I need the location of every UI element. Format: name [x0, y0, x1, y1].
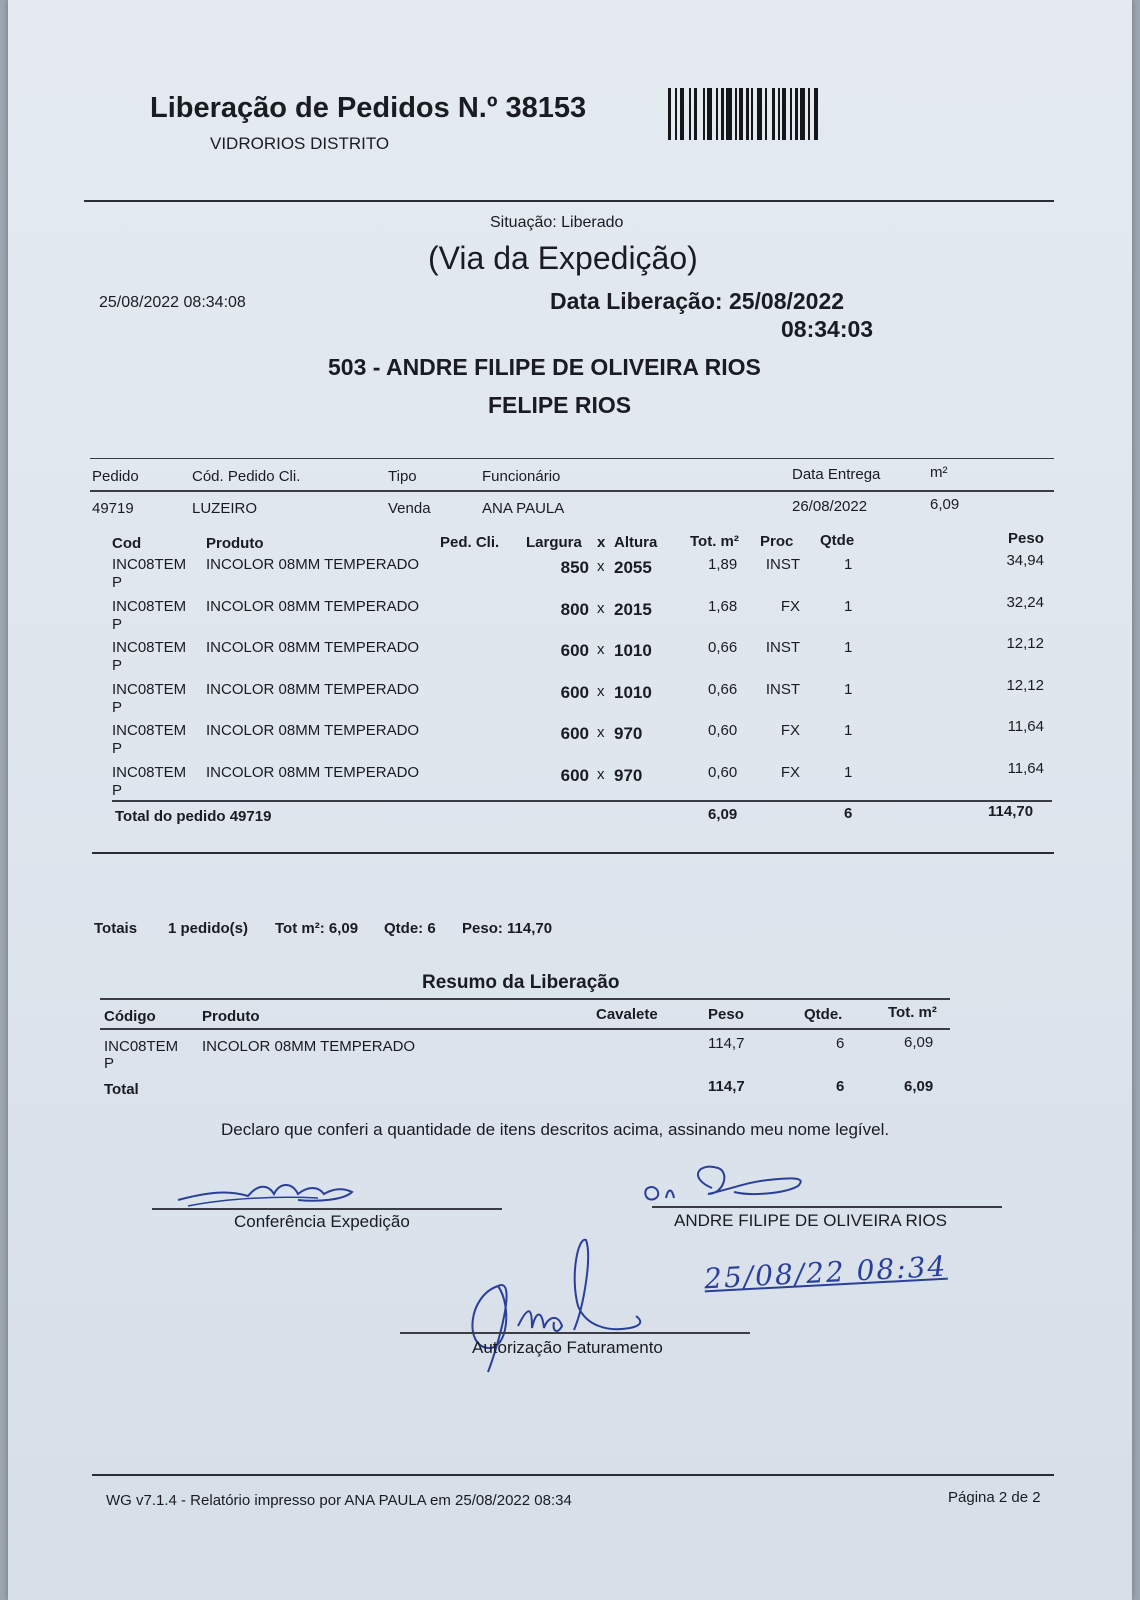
company-name: VIDRORIOS DISTRITO	[210, 134, 390, 153]
item-proc: FX	[780, 597, 800, 615]
item-qtde: 1	[844, 722, 853, 739]
col-pedido: Pedido	[92, 468, 139, 485]
item-qtde: 1	[844, 639, 853, 656]
summary-row-produto: INCOLOR 08MM TEMPERADO	[202, 1038, 416, 1055]
item-cod: INC08TEM	[112, 680, 187, 698]
item-cod: INC08TEM	[112, 556, 187, 573]
item-largura: 600	[560, 641, 589, 660]
release-time: 08:34:03	[781, 316, 874, 342]
summary-total-peso: 114,7	[708, 1078, 745, 1095]
totals-label: Totais	[94, 920, 138, 937]
header-divider	[84, 200, 1054, 202]
item-altura: 2015	[614, 599, 652, 619]
order-employee: ANA PAULA	[482, 500, 565, 517]
document-page	[8, 0, 1132, 1600]
summary-header-rule	[100, 1028, 950, 1030]
item-cod-cont: P	[112, 781, 123, 799]
order-number: 49719	[92, 500, 134, 517]
order-header-bottom-rule	[90, 490, 1054, 492]
col-funcionario: Funcionário	[482, 468, 561, 485]
item-tot-m2: 1,89	[708, 556, 738, 573]
item-proc: FX	[780, 722, 800, 739]
item-proc: INST	[765, 680, 800, 698]
order-total-label: Total do pedido 49719	[115, 808, 272, 825]
summary-row-peso: 114,7	[708, 1035, 745, 1052]
status-text: Situação: Liberado	[490, 214, 624, 231]
item-x: x	[597, 599, 605, 617]
item-cod: INC08TEM	[112, 763, 187, 781]
item-produto: INCOLOR 08MM TEMPERADO	[206, 639, 420, 656]
summary-col-tot-m2: Tot. m²	[888, 1004, 937, 1021]
summary-row-codigo: INC08TEM	[104, 1038, 179, 1055]
item-cod: INC08TEM	[112, 597, 187, 615]
item-tot-m2: 0,60	[708, 722, 738, 739]
item-peso: 34,94	[1006, 552, 1044, 569]
item-x: x	[597, 765, 605, 783]
item-peso: 11,64	[1007, 759, 1044, 777]
item-cod-cont: P	[112, 615, 123, 633]
item-cod-cont: P	[112, 698, 123, 716]
order-total-qtde: 6	[844, 805, 853, 822]
footer-rule	[92, 1474, 1054, 1476]
item-altura: 970	[614, 765, 643, 785]
item-proc: FX	[780, 763, 800, 781]
item-altura: 2055	[614, 558, 652, 577]
item-proc: INST	[765, 556, 800, 573]
item-cod: INC08TEM	[112, 639, 187, 656]
signature-line-left	[152, 1208, 502, 1210]
order-m2: 6,09	[930, 496, 960, 513]
item-tot-m2: 0,66	[708, 680, 738, 698]
col-tipo: Tipo	[388, 468, 417, 485]
items-col-largura: Largura	[526, 534, 582, 551]
item-produto: INCOLOR 08MM TEMPERADO	[206, 680, 420, 698]
item-x: x	[597, 641, 605, 658]
order-header-top-rule	[90, 458, 1054, 459]
client-name: 503 - ANDRE FILIPE DE OLIVEIRA RIOS	[328, 354, 761, 380]
item-altura: 970	[614, 724, 643, 743]
item-x: x	[597, 682, 605, 700]
summary-col-peso: Peso	[708, 1006, 744, 1023]
items-end-rule	[92, 852, 1054, 854]
order-client-code: LUZEIRO	[192, 500, 258, 517]
item-produto: INCOLOR 08MM TEMPERADO	[206, 763, 420, 781]
item-proc: INST	[765, 639, 800, 656]
item-peso: 12,12	[1006, 635, 1044, 652]
summary-col-produto: Produto	[202, 1008, 260, 1025]
totals-pedidos: 1 pedido(s)	[168, 920, 249, 937]
totals-qtde: Qtde: 6	[384, 920, 436, 937]
item-largura: 850	[560, 558, 589, 577]
summary-row-qtde: 6	[836, 1035, 845, 1052]
item-largura: 600	[560, 724, 589, 743]
col-m2: m²	[930, 464, 948, 481]
summary-col-qtde: Qtde.	[804, 1006, 843, 1023]
item-tot-m2: 0,60	[708, 763, 738, 781]
items-col-produto: Produto	[206, 535, 264, 552]
item-produto: INCOLOR 08MM TEMPERADO	[206, 597, 420, 615]
item-peso: 32,24	[1006, 593, 1044, 611]
items-col-tot-m2: Tot. m²	[690, 533, 739, 550]
release-date: Data Liberação: 25/08/2022	[550, 288, 845, 314]
page-number: Página 2 de 2	[948, 1489, 1041, 1506]
summary-title: Resumo da Liberação	[422, 972, 620, 993]
item-cod-cont: P	[112, 574, 123, 591]
client-nickname: FELIPE RIOS	[488, 392, 632, 418]
item-x: x	[597, 558, 605, 575]
via-label: (Via da Expedição)	[428, 240, 698, 276]
summary-col-cavalete: Cavalete	[596, 1006, 658, 1023]
items-col-ped-cli: Ped. Cli.	[440, 534, 500, 551]
order-total-peso: 114,70	[988, 803, 1034, 820]
signature-line-center	[400, 1332, 750, 1334]
totals-m2: Tot m²: 6,09	[275, 920, 359, 937]
items-col-cod: Cod	[112, 535, 142, 552]
declaration-text: Declaro que conferi a quantidade de itens descritos acima, assinando meu nome legível.	[221, 1120, 890, 1139]
item-largura: 800	[560, 599, 589, 619]
items-col-altura: Altura	[614, 534, 658, 551]
item-qtde: 1	[844, 597, 853, 615]
item-produto: INCOLOR 08MM TEMPERADO	[206, 556, 420, 573]
summary-top-rule	[100, 998, 950, 1000]
signature-label-center: Autorização Faturamento	[472, 1338, 663, 1357]
item-cod-cont: P	[112, 657, 123, 674]
items-col-qtde: Qtde	[820, 532, 855, 549]
item-qtde: 1	[844, 556, 853, 573]
signature-label-right: ANDRE FILIPE DE OLIVEIRA RIOS	[674, 1211, 948, 1230]
item-qtde: 1	[844, 763, 853, 781]
item-largura: 600	[560, 765, 589, 785]
items-col-x: x	[597, 534, 606, 551]
signature-line-right	[652, 1206, 1002, 1208]
summary-col-codigo: Código	[104, 1008, 156, 1025]
signature-client	[638, 1158, 818, 1208]
summary-row-tot-m2: 6,09	[904, 1034, 934, 1051]
footer-report-info: WG v7.1.4 - Relatório impresso por ANA PAULA em 25/08/2022 08:34	[106, 1492, 572, 1509]
items-col-proc: Proc	[760, 533, 794, 550]
col-data-entrega: Data Entrega	[792, 466, 881, 483]
item-peso: 12,12	[1006, 676, 1044, 694]
order-delivery-date: 26/08/2022	[792, 498, 868, 515]
item-tot-m2: 1,68	[708, 597, 738, 615]
summary-row-codigo-cont: P	[104, 1055, 115, 1072]
summary-total-label: Total	[104, 1081, 139, 1098]
order-total-m2: 6,09	[708, 806, 738, 823]
item-cod: INC08TEM	[112, 722, 187, 739]
summary-total-qtde: 6	[836, 1078, 845, 1095]
item-largura: 600	[560, 682, 589, 702]
item-produto: INCOLOR 08MM TEMPERADO	[206, 722, 420, 739]
barcode	[668, 88, 838, 140]
summary-total-tot-m2: 6,09	[904, 1078, 934, 1095]
signature-expedicao	[168, 1172, 368, 1212]
handwritten-date: 25/08/22 08:34	[703, 1249, 949, 1296]
item-cod-cont: P	[112, 740, 123, 757]
item-altura: 1010	[614, 641, 652, 660]
print-datetime: 25/08/2022 08:34:08	[99, 294, 246, 311]
signature-label-left: Conferência Expedição	[234, 1212, 410, 1231]
item-altura: 1010	[614, 682, 652, 702]
item-peso: 11,64	[1007, 718, 1044, 735]
items-col-peso: Peso	[1008, 530, 1044, 547]
col-cod-pedido-cli: Cód. Pedido Cli.	[192, 468, 301, 485]
item-qtde: 1	[844, 680, 853, 698]
totals-peso: Peso: 114,70	[462, 920, 553, 937]
item-tot-m2: 0,66	[708, 639, 738, 656]
item-x: x	[597, 724, 605, 741]
order-total-rule	[112, 800, 1052, 802]
document-title: Liberação de Pedidos N.º 38153	[150, 92, 587, 124]
order-type: Venda	[388, 500, 431, 517]
